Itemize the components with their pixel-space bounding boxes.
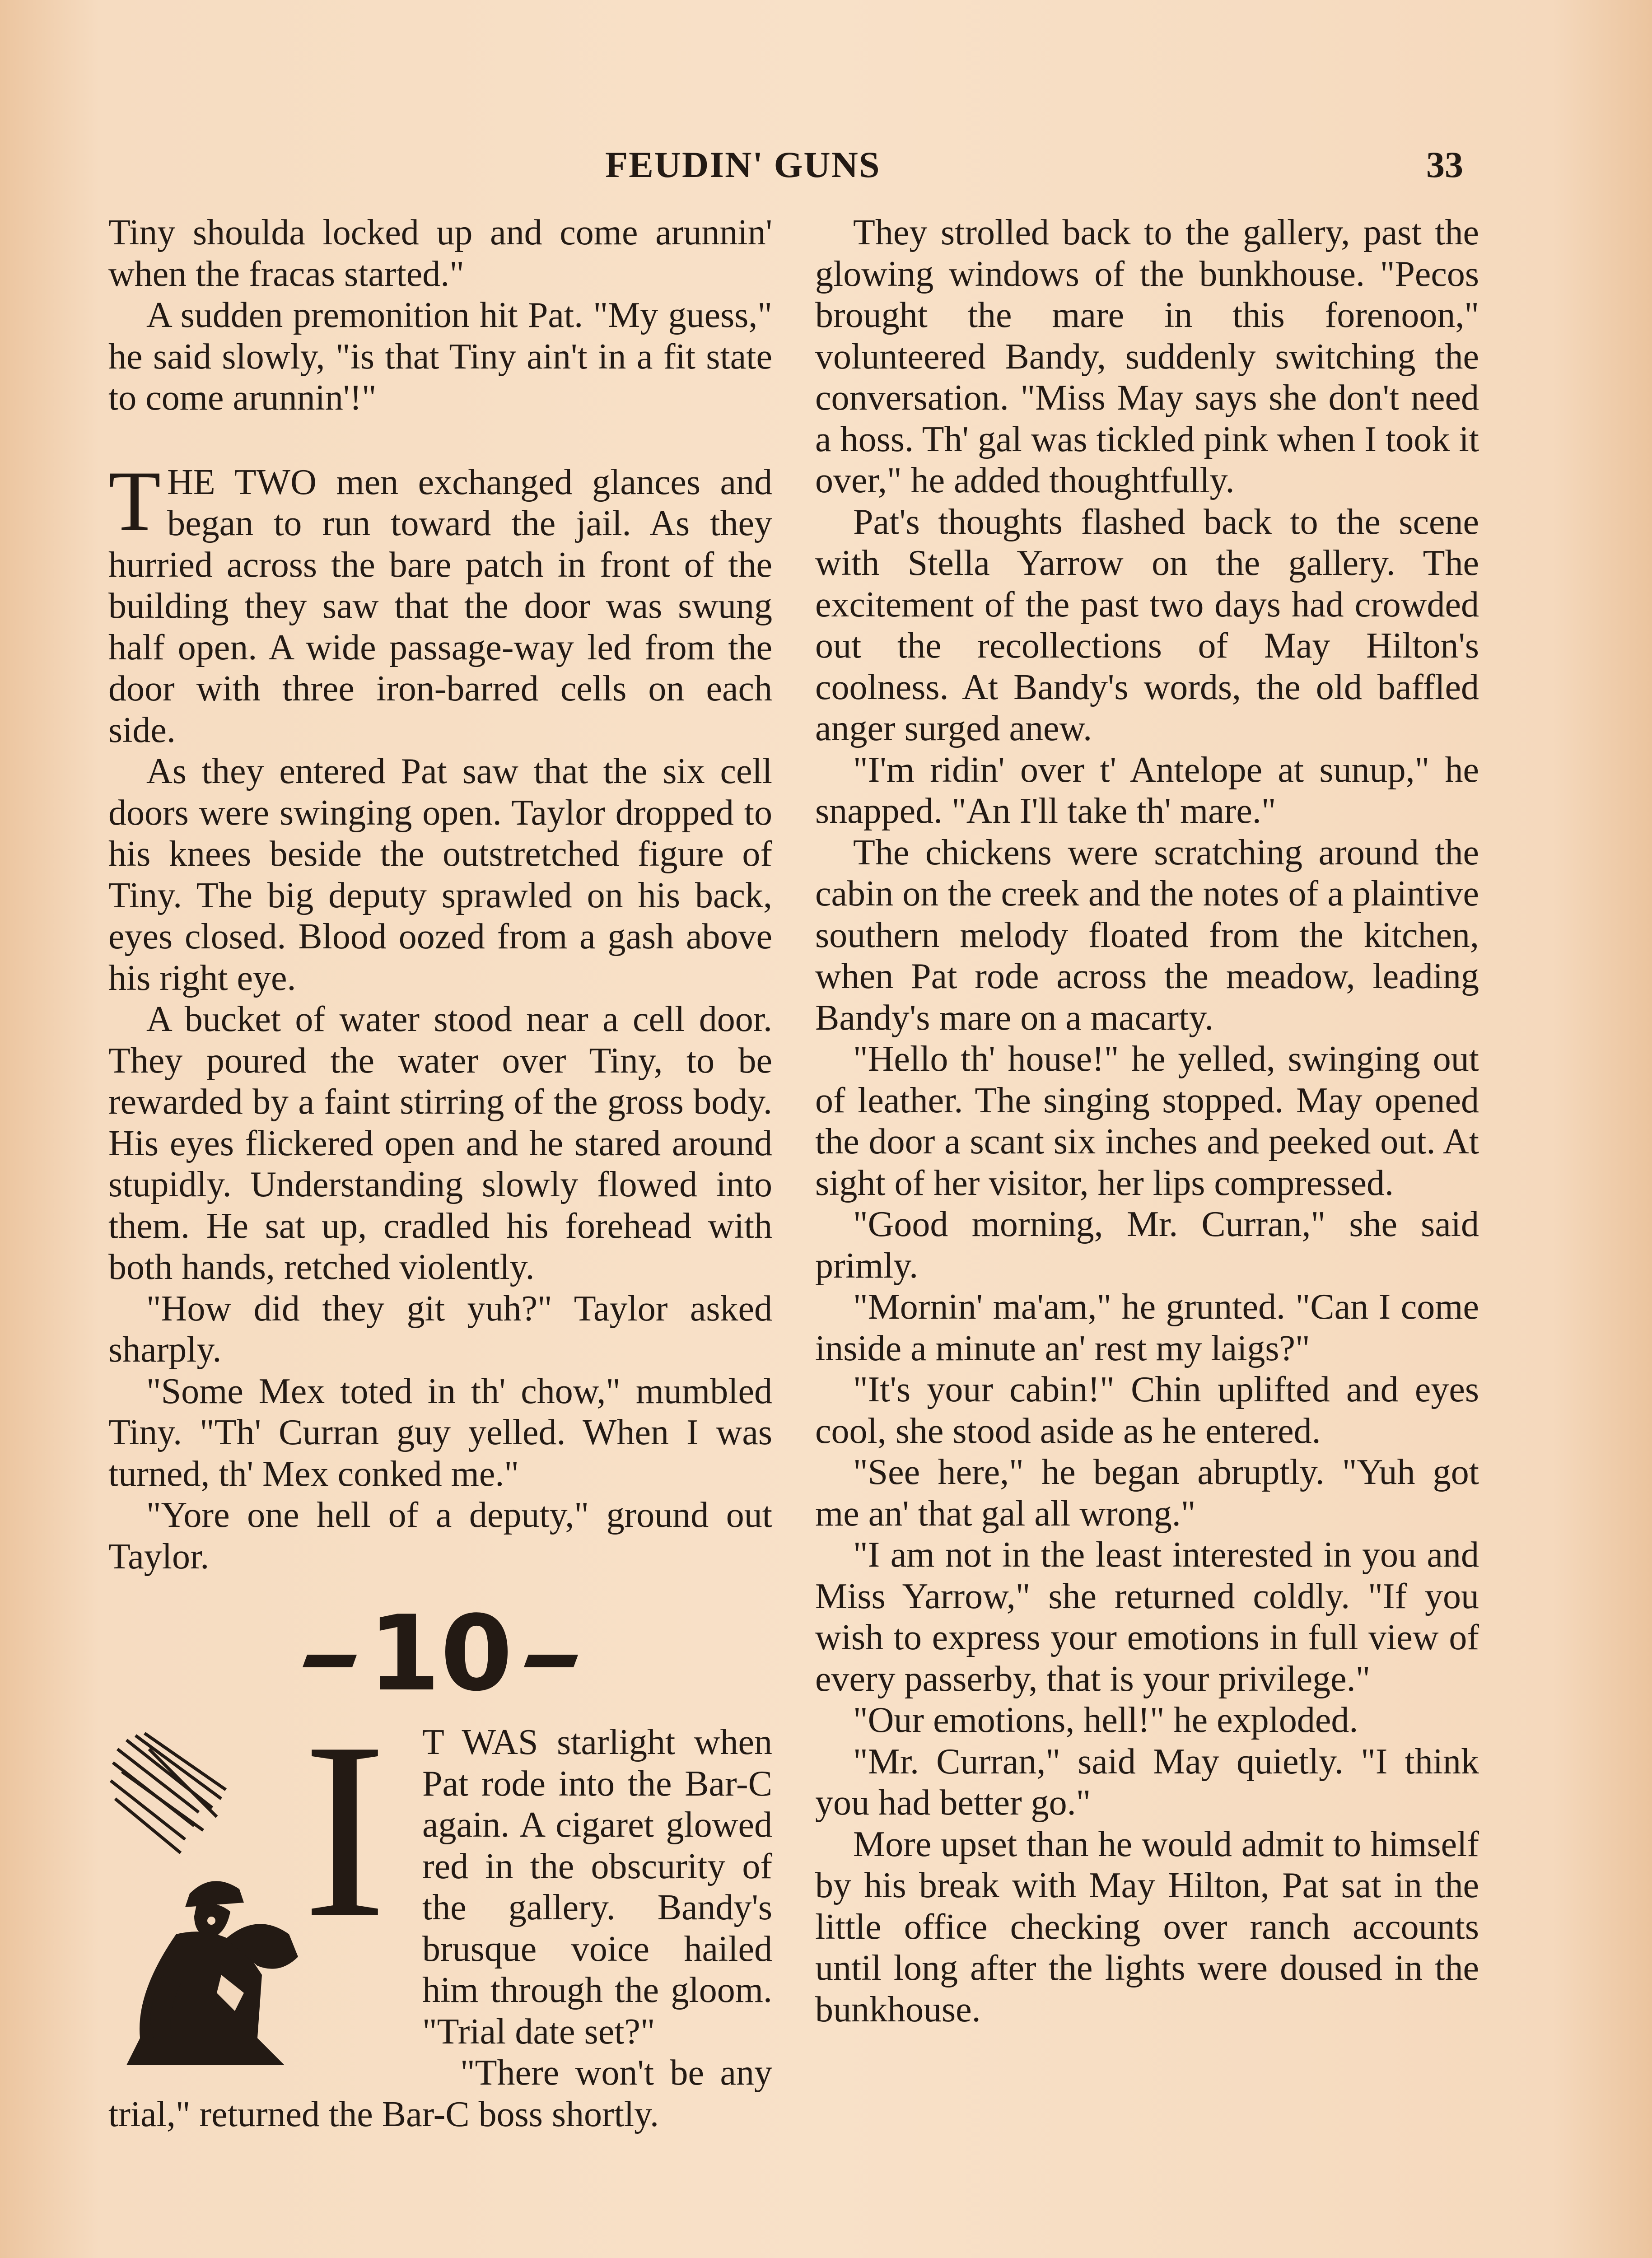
paragraph: "Some Mex toted in th' chow," mumbled Tiny. "Th' Curran guy yelled. When I was turned, th' Mex conked me."	[108, 1371, 772, 1494]
chapter-number: 10	[368, 1594, 513, 1714]
paragraph-with-dropcap	[108, 453, 772, 751]
paragraph: "See here," he began abruptly. "Yuh got me an' that gal all wrong."	[815, 1452, 1479, 1534]
paragraph-text: HE TWO men exchanged glances and began to run toward the jail. As they hurried across the bare patch in front of the building they saw that the door was swung half open. A wide passage-way led from the door with three iron-barred cells on each side.	[108, 462, 772, 750]
paragraph: T WAS starlight when Pat rode into the Bar-C again. A cigaret glowed red in the obscurity of the gallery. Bandy's brusque voice hailed him through the gloom. "Trial date set?"	[422, 1722, 772, 2052]
paragraph: Tiny shoulda locked up and come arunnin' when the fracas started."	[108, 213, 772, 294]
paragraph: "There won't be any trial," returned the Bar-C boss shortly.	[108, 2053, 772, 2134]
paragraph: "Mr. Curran," said May quietly. "I think you had better go."	[815, 1741, 1479, 1823]
paragraph: A sudden premonition hit Pat. "My guess," he said slowly, "is that Tiny ain't in a fit state to come arunnin'!"	[108, 295, 772, 418]
paragraph: They strolled back to the gallery, past the glowing windows of the bunkhouse. "Pecos brought the mare in this forenoon," volunteered Bandy, suddenly switching the conversation. "Miss May says she don't need a hoss. Th' gal was tickled pink when I took it over," he added thoughtfully.	[815, 213, 1479, 500]
chapter-dash	[303, 1655, 357, 1667]
paragraph: "It's your cabin!" Chin uplifted and eyes cool, she stood aside as he entered.	[815, 1370, 1479, 1451]
paragraph: "I am not in the least interested in you and Miss Yarrow," she returned coldly. "If you wish to express your emotions in full view of every passerby, that is your privilege."	[815, 1535, 1479, 1699]
paragraph: Pat's thoughts flashed back to the scene with Stella Yarrow on the gallery. The excitement of the past two days had crowded out the recollections of May Hilton's coolness. At Bandy's words, the old baffled anger surged anew.	[815, 502, 1479, 748]
paragraph: "How did they git yuh?" Taylor asked sharply.	[108, 1288, 772, 1370]
paragraph: More upset than he would admit to himself by his break with May Hilton, Pat sat in the little office checking over ranch accounts until long after the lights were doused in the bunkhouse.	[815, 1824, 1479, 2029]
running-head: FEUDIN' GUNS	[605, 144, 881, 185]
paragraph: "Hello th' house!" he yelled, swinging out of leather. The singing stopped. May opened the door a scant six inches and peeked out. At sight of her visitor, her lips compressed.	[815, 1039, 1479, 1203]
paragraph: "Our emotions, hell!" he exploded.	[853, 1700, 1358, 1740]
paragraph: As they entered Pat saw that the six cell doors were swinging open. Taylor dropped to his knees beside the outstretched figure of Tiny. The big deputy sprawled on his back, eyes closed. Blood oozed from a gash above his right eye.	[108, 751, 772, 998]
paragraph: "I'm ridin' over t' Antelope at sunup," he snapped. "An I'll take th' mare."	[815, 750, 1479, 831]
paragraph: "Mornin' ma'am," he grunted. "Can I come inside a minute an' rest my laigs?"	[815, 1287, 1479, 1368]
drop-cap: I	[303, 1690, 387, 1970]
paragraph: "Yore one hell of a deputy," ground out Taylor.	[108, 1495, 772, 1577]
chapter-illustration	[108, 1690, 409, 2065]
cowboy-illustration-icon	[108, 1722, 303, 2065]
paragraph: A bucket of water stood near a cell door. They poured the water over Tiny, to be rewarded by a faint stirring of the gross body. His eyes flickered open and he stared around stupidly. Understanding slowly flowed into them. He sat up, cradled his forehead with both hands, retched violently.	[108, 999, 772, 1287]
chapter-heading	[108, 1594, 772, 1714]
chapter-dash	[524, 1655, 578, 1667]
left-column	[108, 212, 772, 2135]
paragraph: The chickens were scratching around the cabin on the creek and the notes of a plaintive southern melody floated from the kitchen, when Pat rode across the meadow, leading Bandy's mare on a macarty.	[815, 832, 1479, 1038]
right-column	[815, 212, 1479, 2030]
paragraph: "Good morning, Mr. Curran," she said primly.	[815, 1204, 1479, 1286]
page-number: 33	[1426, 144, 1463, 185]
drop-cap: T	[108, 453, 161, 549]
